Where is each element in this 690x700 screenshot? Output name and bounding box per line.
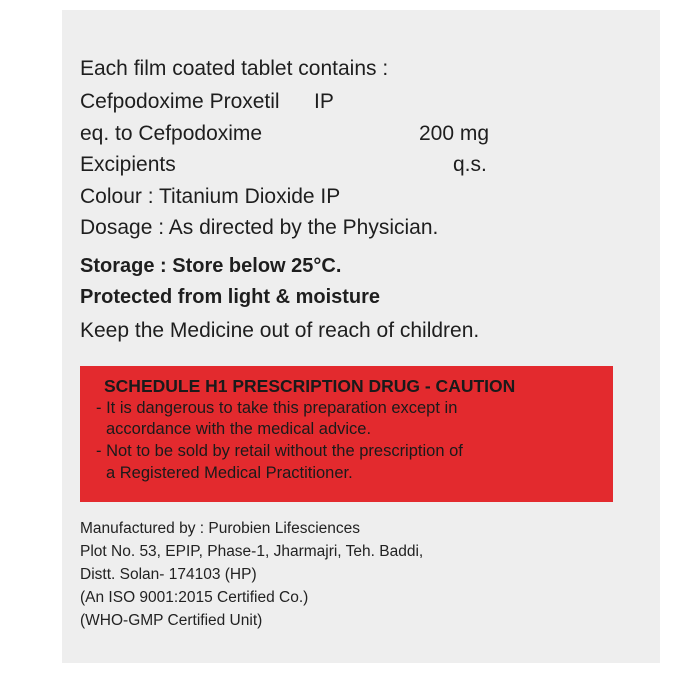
caution-box [80, 366, 613, 502]
caution-line: a Registered Medical Practitioner. [106, 464, 353, 482]
colour-line: Colour : Titanium Dioxide IP [80, 185, 341, 208]
composition-heading: Each film coated tablet contains : [80, 57, 389, 80]
excipients-label: Excipients [80, 153, 176, 176]
gmp-certification-line: (WHO-GMP Certified Unit) [80, 612, 263, 629]
iso-certification-line: (An ISO 9001:2015 Certified Co.) [80, 589, 309, 606]
equivalent-value: 200 mg [419, 122, 490, 145]
dosage-line: Dosage : As directed by the Physician. [80, 216, 439, 239]
excipients-value: q.s. [453, 153, 487, 176]
ingredient-name: Cefpodoxime Proxetil [80, 90, 280, 113]
protection-line: Protected from light & moisture [80, 286, 381, 308]
caution-line: - It is dangerous to take this preparation except in [96, 399, 458, 417]
manufacturer-district-line: Distt. Solan- 174103 (HP) [80, 566, 257, 583]
label-panel [62, 10, 660, 663]
ingredient-grade: IP [314, 90, 334, 113]
manufacturer-address-line: Plot No. 53, EPIP, Phase-1, Jharmajri, Teh. Baddi, [80, 543, 424, 560]
manufacturer-line: Manufactured by : Purobien Lifesciences [80, 520, 361, 537]
keep-away-line: Keep the Medicine out of reach of children. [80, 319, 480, 342]
equivalent-label: eq. to Cefpodoxime [80, 122, 263, 145]
caution-title: SCHEDULE H1 PRESCRIPTION DRUG - CAUTION [104, 376, 516, 396]
caution-line: - Not to be sold by retail without the prescription of [96, 442, 463, 460]
caution-line: accordance with the medical advice. [106, 420, 372, 438]
storage-line: Storage : Store below 25°C. [80, 255, 342, 277]
